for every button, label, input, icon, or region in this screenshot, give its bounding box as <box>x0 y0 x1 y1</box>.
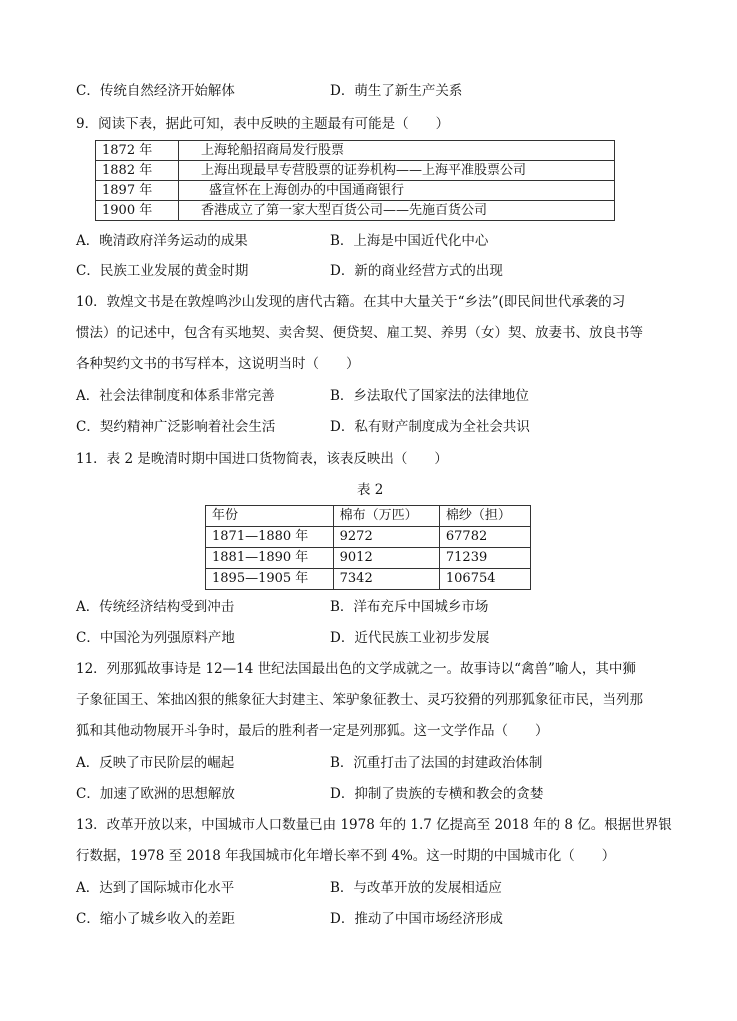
q13-option-a: A．达到了国际城市化水平 <box>76 880 235 896</box>
table-row <box>206 548 531 569</box>
table-cell-year: 1900 年 <box>96 201 179 221</box>
table-row <box>96 181 615 201</box>
q10-stem-line2: 惯法）的记述中，包含有买地契、卖舍契、便贷契、雇工契、养男（女）契、放妻书、放良书等 <box>76 325 643 341</box>
table-cell: 7342 <box>333 569 439 590</box>
q12-option-b: B．沉重打击了法国的封建政治体制 <box>330 755 543 771</box>
q11-option-d: D．近代民族工业初步发展 <box>330 630 490 646</box>
q11-option-b: B．洋布充斥中国城乡市场 <box>330 599 489 615</box>
q11-option-c: C．中国沦为列强原料产地 <box>76 630 235 646</box>
table-cell-year: 1872 年 <box>96 141 179 161</box>
q9-option-d: D．新的商业经营方式的出现 <box>330 263 503 279</box>
table-header: 棉纱（担） <box>439 506 530 527</box>
table-row <box>96 141 615 161</box>
table-row <box>96 161 615 181</box>
table-cell-event: 盛宣怀在上海创办的中国通商银行 <box>179 181 615 201</box>
q10-option-c: C．契约精神广泛影响着社会生活 <box>76 419 276 435</box>
q12-option-c: C．加速了欧洲的思想解放 <box>76 786 235 802</box>
table-cell: 71239 <box>439 548 530 569</box>
table-cell: 9012 <box>333 548 439 569</box>
q9-option-a: A．晚清政府洋务运动的成果 <box>76 233 248 249</box>
q13-stem-line2: 行数据，1978 至 2018 年我国城市化年增长率不到 4%。这一时期的中国城市化（ ） <box>76 848 616 864</box>
table-cell: 106754 <box>439 569 530 590</box>
table-caption: 表 2 <box>357 482 384 498</box>
q13-option-b: B．与改革开放的发展相适应 <box>330 880 502 896</box>
table-cell-event: 上海轮船招商局发行股票 <box>179 141 615 161</box>
table-cell: 1895—1905 年 <box>206 569 334 590</box>
q11-table <box>205 505 531 590</box>
table-cell-event: 上海出现最早专营股票的证券机构——上海平准股票公司 <box>179 161 615 181</box>
q8-option-d: D．萌生了新生产关系 <box>330 83 463 99</box>
q12-option-d: D．抑制了贵族的专横和教会的贪婪 <box>330 786 544 802</box>
table-row <box>96 201 615 221</box>
q12-stem-line3: 狐和其他动物展开斗争时，最后的胜利者一定是列那狐。这一文学作品（ ） <box>76 723 549 739</box>
q12-stem-line2: 子象征国王、笨拙凶狠的熊象征大封建主、笨驴象征教士、灵巧狡猾的列那狐象征市民，当列那 <box>76 692 643 708</box>
q13-option-c: C．缩小了城乡收入的差距 <box>76 911 235 927</box>
q8-option-c: C．传统自然经济开始解体 <box>76 83 235 99</box>
table-header: 棉布（万匹） <box>333 506 439 527</box>
table-cell: 1871—1880 年 <box>206 527 334 548</box>
table-row <box>206 527 531 548</box>
q12-option-a: A．反映了市民阶层的崛起 <box>76 755 235 771</box>
q13-stem-line1: 13．改革开放以来，中国城市人口数量已由 1978 年的 1.7 亿提高至 2018 年的 8 亿。根据世界银 <box>76 817 672 833</box>
q12-stem-line1: 12．列那狐故事诗是 12—14 世纪法国最出色的文学成就之一。故事诗以“禽兽”喻人，其中狮 <box>76 661 636 677</box>
table-cell-event: 香港成立了第一家大型百货公司——先施百货公司 <box>179 201 615 221</box>
table-cell-year: 1897 年 <box>96 181 179 201</box>
q10-option-b: B．乡法取代了国家法的法律地位 <box>330 388 529 404</box>
q10-option-a: A．社会法律制度和体系非常完善 <box>76 388 275 404</box>
q11-option-a: A．传统经济结构受到冲击 <box>76 599 235 615</box>
table-header-row <box>206 506 531 527</box>
table-cell: 9272 <box>333 527 439 548</box>
q10-stem-line3: 各种契约文书的书写样本，这说明当时（ ） <box>76 356 360 372</box>
q9-table <box>95 140 615 221</box>
q9-option-c: C．民族工业发展的黄金时期 <box>76 263 249 279</box>
table-row <box>206 569 531 590</box>
table-cell: 1881—1890 年 <box>206 548 334 569</box>
q10-stem-line1: 10．敦煌文书是在敦煌鸣沙山发现的唐代古籍。在其中大量关于“乡法”(即民间世代承袭的习 <box>76 294 626 310</box>
table-cell: 67782 <box>439 527 530 548</box>
q10-option-d: D．私有财产制度成为全社会共识 <box>330 419 530 435</box>
q11-stem: 11．表 2 是晚清时期中国进口货物简表，该表反映出（ ） <box>76 451 448 467</box>
table-cell-year: 1882 年 <box>96 161 179 181</box>
q13-option-d: D．推动了中国市场经济形成 <box>330 911 503 927</box>
table-header: 年份 <box>206 506 334 527</box>
q9-stem: 9．阅读下表，据此可知，表中反映的主题最有可能是（ ） <box>76 116 450 132</box>
q9-option-b: B．上海是中国近代化中心 <box>330 233 489 249</box>
